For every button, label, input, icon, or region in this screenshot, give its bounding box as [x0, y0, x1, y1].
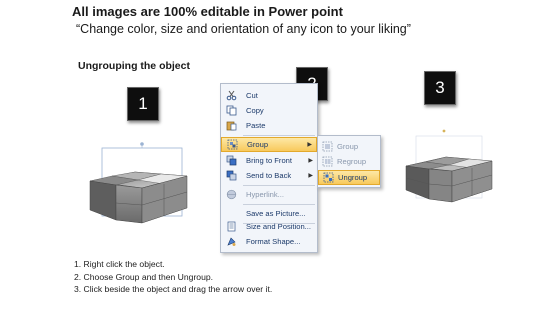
- menu-item-format-shape[interactable]: [221, 234, 317, 249]
- menu-item-send-to-back[interactable]: [221, 168, 317, 183]
- hyperlink-icon: [226, 189, 237, 200]
- group-icon: [322, 141, 333, 152]
- menu-label: Bring to Front: [246, 156, 293, 165]
- context-menu: [220, 83, 318, 253]
- save-picture-icon: [226, 208, 237, 219]
- regroup-icon: [322, 156, 333, 167]
- menu-item-size-and-position[interactable]: [221, 219, 317, 234]
- scissors-icon: [226, 90, 237, 101]
- instruction-step: 3. Click beside the object and drag the arrow over it.: [74, 284, 273, 294]
- menu-item-bring-to-front[interactable]: [221, 153, 317, 168]
- menu-item-paste[interactable]: [221, 118, 317, 133]
- menu-item-copy[interactable]: [221, 103, 317, 118]
- submenu-arrow-icon: ▶: [307, 142, 312, 148]
- send-back-icon: [226, 170, 237, 181]
- submenu-arrow-icon: ▶: [308, 158, 313, 164]
- rotation-handle[interactable]: [443, 130, 446, 133]
- size-position-icon: [226, 221, 237, 232]
- instruction-list: [74, 258, 272, 296]
- submenu-item-ungroup[interactable]: [318, 170, 380, 185]
- submenu-label: Ungroup: [338, 173, 368, 182]
- group-icon: [227, 139, 238, 150]
- grouped-object[interactable]: [80, 138, 200, 233]
- submenu-arrow-icon: ▶: [308, 173, 313, 179]
- section-title: Ungrouping the object: [78, 60, 190, 72]
- format-shape-icon: [226, 236, 237, 247]
- menu-label: Paste: [246, 121, 266, 130]
- menu-item-cut[interactable]: [221, 88, 317, 103]
- menu-item-hyperlink[interactable]: [221, 187, 317, 202]
- instruction-step: 2. Choose Group and then Ungroup.: [74, 271, 214, 282]
- menu-label: Cut: [246, 91, 258, 100]
- page-title: All images are 100% editable in Power point: [72, 4, 343, 19]
- page-subtitle: “Change color, size and orientation of any icon to your liking”: [76, 22, 411, 36]
- ungroup-icon: [323, 172, 334, 183]
- menu-label: Hyperlink...: [246, 190, 284, 199]
- submenu-label: Group: [337, 142, 359, 151]
- submenu-item-regroup[interactable]: [318, 154, 380, 169]
- menu-label: Copy: [246, 106, 264, 115]
- submenu-label: Regroup: [337, 157, 367, 166]
- menu-label: Format Shape...: [246, 237, 301, 246]
- menu-label: Send to Back: [246, 171, 292, 180]
- step-badge-3: 3: [424, 71, 456, 105]
- group-submenu: [317, 135, 381, 188]
- step-badge-1: 1: [127, 87, 159, 121]
- menu-item-group[interactable]: [221, 137, 317, 152]
- submenu-item-group[interactable]: [318, 139, 380, 154]
- menu-label: Group: [247, 140, 269, 149]
- menu-label: Save as Picture...: [246, 209, 306, 218]
- bring-front-icon: [226, 155, 237, 166]
- ungrouped-object[interactable]: [400, 126, 500, 216]
- menu-label: Size and Position...: [246, 222, 312, 231]
- instruction-step: 1. Right click the object.: [74, 259, 165, 269]
- paste-icon: [226, 120, 237, 131]
- copy-icon: [226, 105, 237, 116]
